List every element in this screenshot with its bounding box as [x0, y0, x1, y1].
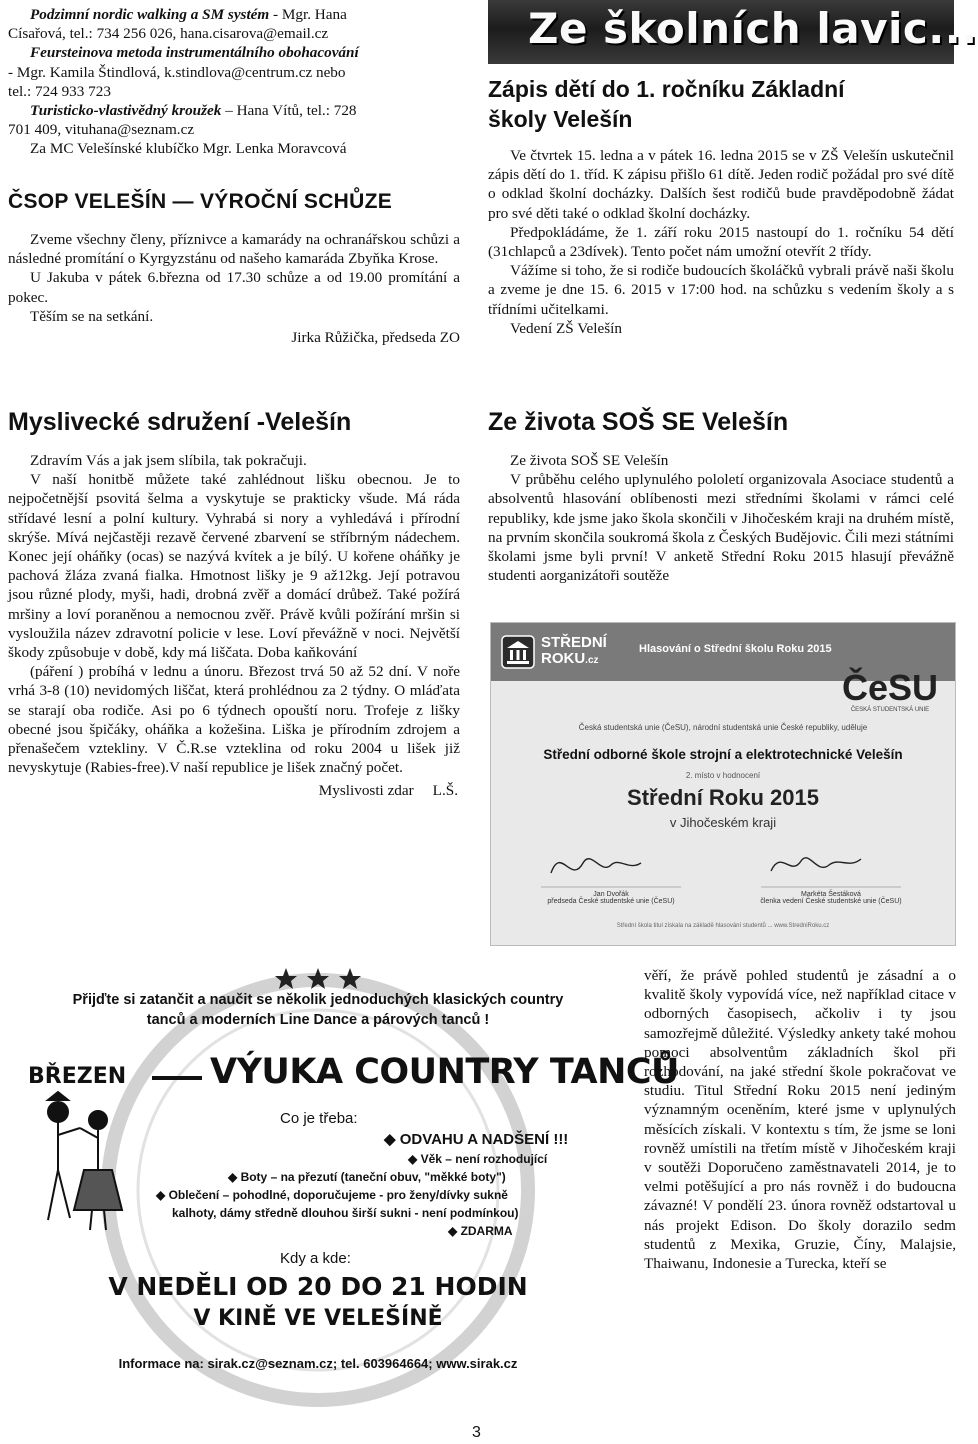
mysl-article	[8, 451, 460, 801]
zapis-article	[488, 146, 954, 338]
country-dance-flyer	[18, 960, 679, 1406]
flyer-item-3: ◆ Boty – na přezutí (taneční obuv, "měkké boty")	[228, 1170, 506, 1184]
certificate-footer: Střední škola titul získala na základě hlasování studentů ... www.StredniRoku.cz	[616, 923, 830, 929]
sig1-name: Jan Dvořák	[593, 891, 629, 898]
strednirok-logo	[501, 631, 621, 675]
sos-continuation	[644, 966, 956, 1273]
sos-article	[488, 451, 954, 585]
csop-article	[8, 230, 460, 347]
banner-text: Ze školních lavic...	[528, 4, 978, 53]
left-top-block	[8, 5, 460, 159]
mysl-p3: (páření ) probíhá v lednu a únoru. Březost trvá 50 až 52 dní. V noře vrhá 3-8 (10) nevidomých liščat, která prohlédnou za 2 týdny. O mláďata se starají oba rodiče. Asi po 6 týdnech opouští noru. Trofeje z lišky obecné jsou špičáky, oháňka a kožešina. Liška je přírodním zdrojem a přenašečem vztekliny. V Č.R.se vzteklina od roku 2004 u lišek již nevyskytuje (Rabies-free).V naší republice je lišek značný počet.	[8, 663, 460, 777]
sos-cont-text: věří, že právě pohled studentů je zásadní a o kvalitě školy vypovídá více, než například citace v odborných časopisech, ačkoliv i ty jsou samozřejmě důležité. Výsledky ankety také mohou pomoci absolventům základních škol při rozhodování, na jaké střední škole pokračovat ve studiu. Titul Střední Roku 2015 není jediným významným oceněním, které jsme v uplynulých měsících získali. V kontextu s tím, že jsme se loni rovněž umístili na třetím místě v Jihočeském kraji v soutěži Doporučeno zaměstnavateli 2014, je to velmi potěšující a pro nás rovněž i do budoucna závazné! V pondělí 23. února rovněž odstartoval u nás projekt Edison. Do školy dorazilo sedm studentů z Mexika, Gruzie, Číny, Malajsie, Thaiwanu, Indonesie a Turecka, kteří se	[644, 967, 956, 1273]
cesu-logo	[835, 669, 945, 713]
sig1-role: předseda České studentské unie (ČeSU)	[547, 898, 675, 905]
certificate-region: v Jihočeském kraji	[669, 815, 777, 830]
certificate-award: Střední Roku 2015	[627, 785, 819, 810]
csop-p1: Zveme všechny členy, příznivce a kamarády na ochranářskou schůzi a následné promítání o Kyrgyzstánu od našeho kamaráda Zbyňka Krose.	[8, 231, 460, 268]
activity-feuerstein-phone: tel.: 724 933 723	[8, 82, 111, 100]
flyer-place: V KINĚ VE VELEŠÍNĚ	[193, 1306, 443, 1331]
sig2-name: Markéta Šestáková	[801, 891, 861, 898]
activity-feuerstein: Feursteinova metoda instrumentálního obohacování	[30, 44, 359, 62]
sos-p1: V průběhu celého uplynulého pololetí organizovala Asociace studentů a absolventů hlasování oblíbenosti mezi středními školami v rámci celé republiky, kde jsme jako škola skončili v Jihočeském kraji na druhém místě, na prvním skončila soukromá škola z Českých Budějovic. Čili mezi státními školami jsme byli první! V anketě Střední Roku 2015 hlasují převážně studenti aorganizátoři soutěže	[488, 471, 954, 585]
flyer-invite-line1: Přijďte si zatančit a naučit se několik jednoduchých klasických country	[72, 992, 564, 1008]
certificate-header-text: Hlasování o Střední školu Roku 2015	[639, 643, 832, 655]
activity-nordic: Podzimní nordic walking a SM systém - Mgr. Hana	[30, 6, 347, 23]
page-number: 3	[472, 1424, 481, 1441]
zapis-heading-line2: školy Velešín	[488, 106, 633, 132]
mysl-p2: V naší honitbě můžete také zahlédnout lišku obecnou. Je to nejpočetnější psovitá šelma a vyskytuje se prakticky všude. Má ráda střídavé lesní a polní kultury. Vyhrabá si nory a vyhledává i přírodní skrýše. Mívá nejčastěji rezavě červené zbarvení se stříbrným nádechem. Konec její oháňky (ocas) se nazývá kvítek a je bílý. U kořene oháňky je pachová žláza zvaná fialka. Hmotnost lišky je 9 až12kg. Její potravou jsou různé plody, myši, hadi, drobná zvěř a domácí drůbež. Také požírá mršiny a loví poraněnou a nemocnou zvěř. Právě kvůli požírání mršin si vysloužila název zdravotní policie v lese. Loví převážně v noci. Největší škody způsobuje v době, kdy má liščata. Doba kaňkování	[8, 471, 460, 662]
flyer-time: V NEDĚLI OD 20 DO 21 HODIN	[108, 1272, 528, 1301]
award-certificate	[490, 622, 956, 946]
sos-heading: Ze života SOŠ SE Velešín	[488, 408, 789, 436]
zapis-p2: Předpokládáme, že 1. září roku 2015 nastoupí do 1. ročníku 54 dětí (31chlapců a 23dívek). Tento počet nám umožní otevřít 2 třídy.	[488, 223, 954, 261]
csop-p3: Těším se na setkání.	[30, 307, 154, 325]
zapis-p3: Vážíme si toho, že si rodiče budoucích školáčků vybrali právě naši školu a zveme je dne 15. 6. 2015 v 17:00 hod. na schůzku s vedením školy a s třídními učitelkami.	[488, 262, 954, 318]
signature-2	[741, 891, 921, 905]
flyer-item-2: ◆ Věk – není rozhodující	[408, 1152, 548, 1166]
sos-p0: Ze života SOŠ SE Velešín	[510, 452, 669, 469]
activity-feuerstein-contact: - Mgr. Kamila Štindlová, k.stindlova@centrum.cz nebo	[8, 63, 346, 81]
certificate-small-text: Česká studentská unie (ČeSU), národní studentská unie České republiky, uděluje	[578, 723, 868, 732]
zapis-signature: Vedení ZŠ Velešín	[510, 319, 622, 337]
flyer-month: BŘEZEN	[28, 1064, 127, 1089]
flyer-item-4: ◆ Oblečení – pohodlné, doporučujeme - pro ženy/dívky sukně	[156, 1188, 508, 1202]
cesu-text: ČeSU	[841, 667, 939, 708]
flyer-title: VÝUKA COUNTRY TANCŮ	[210, 1052, 679, 1092]
zapis-p1: Ve čtvrtek 15. ledna a v pátek 16. ledna 2015 se v ZŠ Velešín uskutečnil zápis dětí do 1. tříd. K zápisu přišlo 61 dítě. Jeden rodič požádal pro své dítě o odklad školní docházky. Dalších šest rodičů bude pravděpodobně žádat pro své děti také o odklad školní docházky.	[488, 147, 954, 222]
csop-signature: Jirka Růžička, předseda ZO	[291, 329, 460, 347]
mc-signature: Za MC Velešínské klubíčko Mgr. Lenka Moravcová	[30, 140, 347, 158]
flyer-invite-line2: tanců a moderních Line Dance a párových tanců !	[146, 1012, 490, 1028]
logo-text-1: STŘEDNÍ	[541, 634, 607, 651]
cesu-sub: ČESKÁ STUDENTSKÁ UNIE	[850, 707, 930, 713]
zapis-heading	[488, 74, 954, 134]
logo-text-3: .cz	[585, 655, 599, 666]
csop-heading: ČSOP VELEŠÍN — VÝROČNÍ SCHŮZE	[8, 190, 393, 213]
flyer-info: Informace na: sirak.cz@seznam.cz; tel. 603964664; www.sirak.cz	[118, 1356, 518, 1371]
activity-turist-contact: 701 409, vituhana@seznam.cz	[8, 121, 195, 139]
school-icon	[501, 635, 535, 669]
flyer-list	[138, 1130, 608, 1240]
flyer-dash	[152, 1076, 202, 1080]
logo-text-2: ROKU	[541, 650, 586, 667]
sig2-role: členka vedení České studentské unie (ČeSU)	[760, 898, 902, 905]
mysl-p1: Zdravím Vás a jak jsem slíbila, tak pokračuji.	[30, 452, 307, 469]
section-banner	[488, 0, 978, 64]
flyer-item-5: kalhoty, dámy středně dlouhou širší sukni - není podmínkou)	[172, 1206, 519, 1220]
signatures	[491, 835, 955, 895]
certificate-place: 2. místo v hodnocení	[685, 771, 761, 780]
flyer-need-label: Co je třeba:	[280, 1110, 358, 1127]
certificate-school-name: Střední odborné škole strojní a elektrotechnické Velešín	[543, 747, 903, 762]
flyer-when-label: Kdy a kde:	[280, 1250, 351, 1267]
signature-1	[521, 891, 701, 905]
zapis-heading-line1: Zápis dětí do 1. ročníku Základní	[488, 76, 845, 102]
csop-p2: U Jakuba v pátek 6.března od 17.30 schůze a od 19.00 promítání a pokec.	[8, 269, 460, 306]
activity-nordic-contact: Císařová, tel.: 734 256 026, hana.cisarova@email.cz	[8, 25, 329, 43]
mysl-heading: Myslivecké sdružení -Velešín	[8, 408, 352, 436]
flyer-item-1: ◆ ODVAHU A NADŠENÍ !!!	[384, 1131, 569, 1148]
activity-turist: Turisticko-vlastivědný kroužek – Hana Vítů, tel.: 728	[30, 102, 357, 120]
flyer-item-6: ◆ ZDARMA	[448, 1224, 513, 1238]
mysl-signature: Myslivosti zdar L.Š.	[318, 782, 458, 800]
